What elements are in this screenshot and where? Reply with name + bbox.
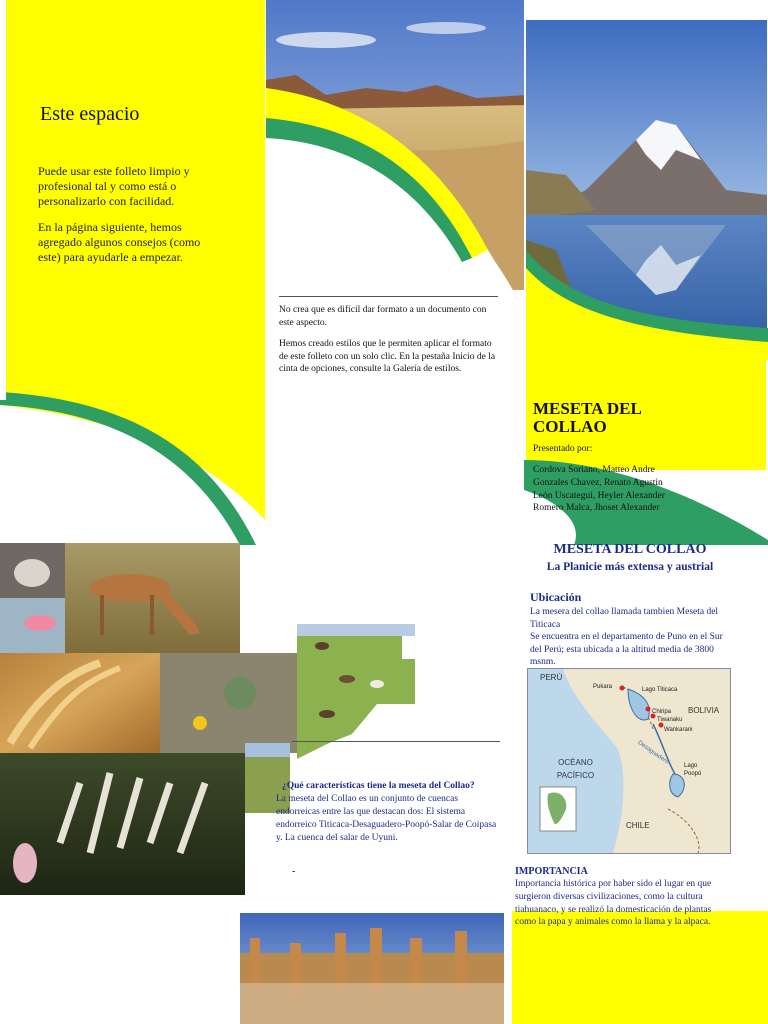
inside-subtitle: La Planicie más extensa y austrial: [546, 561, 714, 573]
left-paragraph-1: Puede usar este folleto limpio y profesional tal y como está o personalizarlo con facilidad.: [38, 164, 190, 208]
map-label-bolivia: BOLIVIA: [688, 706, 720, 715]
question-heading: ¿Qué características tiene la meseta del Collao?: [282, 781, 475, 791]
middle-bottom-rule: [292, 741, 500, 742]
map-label-chile: CHILE: [626, 821, 650, 830]
map-place-pukara: Pukara: [593, 684, 613, 690]
ubicacion-paragraph-2: Se encuentra en el departamento de Puno en el Sur del Perú; esta ubicada a la altitud media de 3800 msnm.: [530, 632, 723, 667]
author-name: León Uscategui, Heyler Alexander: [533, 490, 665, 501]
map-place-chiripa: Chiripa: [652, 709, 672, 715]
importancia-heading: IMPORTANCIA: [515, 866, 588, 877]
ubicacion-heading: Ubicación: [530, 590, 582, 604]
map-place-desaguadero: Desaguadero: [636, 740, 670, 766]
inside-title: MESETA DEL COLLAO: [553, 542, 707, 557]
answer-paragraph: La meseta del Collao es un conjunto de cuencas endorreicas entre las que destacan dos: El sistema endorreico Titicaca-Desaguadero-Poopó-Salar de Coipasa y. La cuenca del salar de Uyuni.: [276, 794, 497, 843]
cover-authors: [533, 464, 733, 515]
map-label-peru: PERÚ: [540, 673, 563, 682]
alpaca-herd-image: [297, 624, 415, 759]
dash-text: -: [292, 866, 296, 877]
ubicacion-paragraph-1: La mesera del collao llamada tambien Meseta del Titicaca: [530, 607, 719, 630]
vicuna-herd-photo: [240, 913, 504, 1024]
map-place-lago-titicaca: Lago Titicaca: [642, 687, 678, 693]
map-label-ocean: OCÉANO PACÍFICO: [556, 758, 595, 780]
author-name: Gonzales Chavez, Renato Agustin: [533, 477, 663, 488]
map-place-lago-poopo: Lago Poopó: [684, 763, 702, 777]
middle-swoosh: [266, 0, 528, 300]
vicuna-herd-image: [240, 913, 504, 1024]
map-place-wankarani: Wankarani: [664, 727, 693, 733]
map-place-tiwanaku: Tiwanaku: [657, 717, 683, 723]
left-panel: [0, 0, 268, 545]
middle-paragraph-2: Hemos creado estilos que le permiten aplicar el formato de este folleto con un solo clic. En la pestaña Inicio de la cinta de opciones, consulte la Galería de estilos.: [279, 339, 496, 374]
cover-title: MESETA DEL COLLAO: [533, 399, 641, 436]
photo-collage: [0, 543, 300, 898]
cover-swoosh: [526, 220, 768, 360]
author-name: Cordova Soriano, Matteo Andre: [533, 465, 655, 475]
left-heading: Este espacio: [40, 103, 140, 125]
importancia-paragraph: Importancia histórica por haber sido el lugar en que surgieron diversas civilizaciones, como la cultura tiahuanaco, y se realizó la domesticación de plantas como la papa y animales como la llama y la alpaca.: [515, 879, 712, 928]
author-name: Romero Malca, Jhoset Alexander: [533, 503, 660, 514]
middle-paragraph-1: No crea que es difícil dar formato a un documento con este aspecto.: [279, 305, 487, 328]
cover-presented-by: Presentado por:: [533, 444, 593, 454]
left-panel-background: [0, 0, 268, 545]
left-paragraph-2: En la página siguiente, hemos agregado algunos consejos (como este) para ayudarle a empezar.: [38, 220, 201, 264]
middle-rule: [279, 296, 498, 297]
